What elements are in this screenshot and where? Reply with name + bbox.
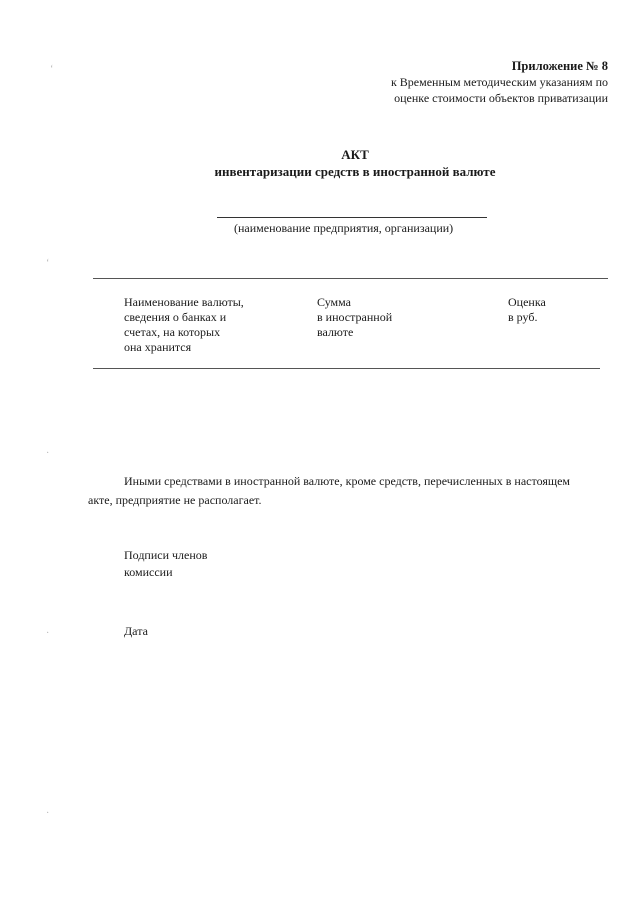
scan-mark: ‘ (46, 258, 50, 269)
table-top-rule (93, 278, 608, 279)
column-header-line: Сумма (317, 295, 351, 309)
appendix-reference-line-1: к Временным методическим указаниям по (390, 75, 608, 89)
column-header-valuation (508, 295, 546, 325)
signatures-label-line: комиссии (124, 565, 173, 579)
date-label: Дата (124, 624, 148, 638)
column-header-line: в иностранной (317, 310, 393, 324)
table-bottom-rule (93, 368, 600, 369)
column-header-line: сведения о банках и (124, 310, 227, 324)
document-subtitle: инвентаризации средств в иностранной валюте (214, 164, 496, 179)
scan-mark: · (46, 808, 50, 819)
column-header-currency (124, 295, 244, 355)
column-header-line: Наименование валюты, (124, 295, 244, 309)
column-header-amount (317, 295, 392, 340)
column-header-line: Оценка (508, 295, 546, 309)
column-header-line: валюте (317, 325, 354, 339)
scan-mark: · (46, 628, 50, 639)
scan-mark: ‘ (50, 64, 54, 75)
organization-blank-line (217, 217, 487, 218)
signatures-label (124, 546, 207, 582)
organization-caption: (наименование предприятия, организации) (234, 221, 454, 235)
column-header-line: она хранится (124, 340, 192, 354)
column-header-line: в руб. (508, 310, 538, 324)
appendix-reference-line-2: оценке стоимости объектов приватизации (394, 91, 608, 105)
statement-line-2: акте, предприятие не располагает. (88, 493, 262, 507)
document-title: АКТ (341, 147, 369, 162)
signatures-label-line: Подписи членов (124, 548, 208, 562)
column-header-line: счетах, на которых (124, 325, 221, 339)
scan-mark: · (46, 448, 50, 459)
appendix-title: Приложение № 8 (511, 59, 608, 73)
statement-line-1: Иными средствами в иностранной валюте, кроме средств, перечисленных в настоящем (124, 474, 571, 488)
